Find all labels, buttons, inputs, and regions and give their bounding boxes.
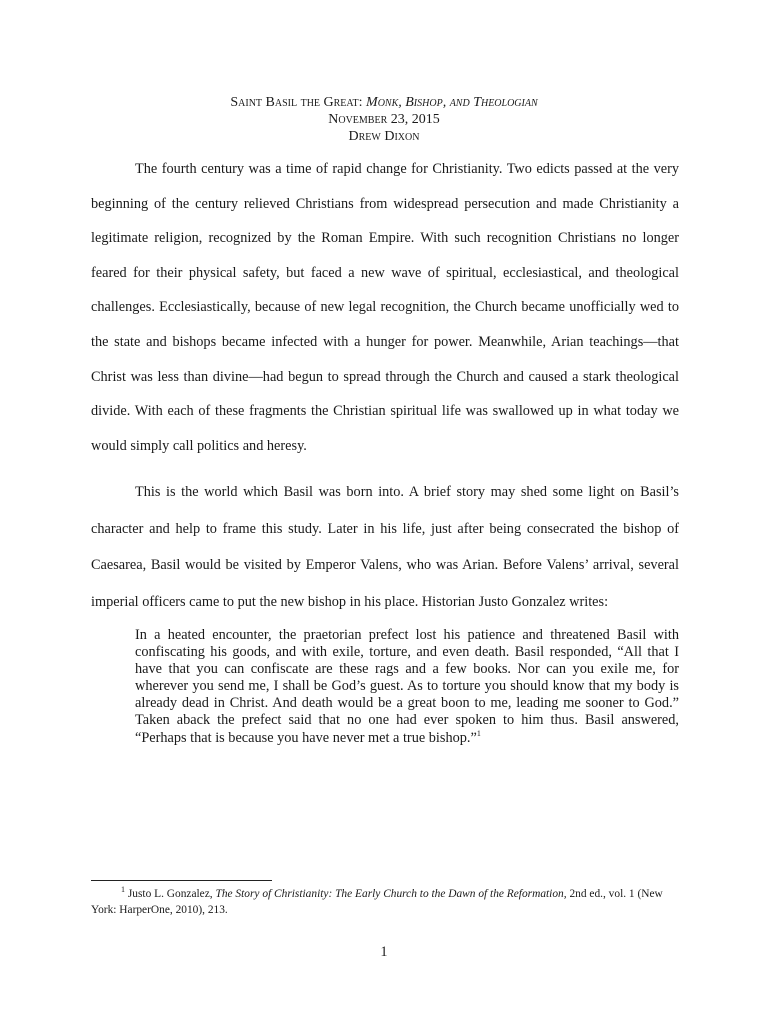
page-number: 1 xyxy=(380,944,388,960)
document-author: Drew Dixon xyxy=(348,129,420,144)
body-paragraph-2: This is the world which Basil was born into. A brief story may shed some light on Basil’s character and help to frame this study. Later in his life, just after being consecrated the bishop of Caesarea, Basil would be visited by Emperor Valens, who was Arian. Before Valens’ arrival, several imperial officers came to put the new bishop in his place. Historian Justo Gonzalez writes: xyxy=(91,484,679,610)
footnote-author: Justo L. Gonzalez, xyxy=(127,888,213,900)
block-quote xyxy=(135,627,679,747)
footnote-number: 1 xyxy=(121,885,125,895)
document-date: November 23, 2015 xyxy=(328,112,440,127)
body-paragraph-1: The fourth century was a time of rapid change for Christianity. Two edicts passed at the very beginning of the century relieved Christians from widespread persecution and made Christianity a legitimate religion, recognized by the Roman Empire. With such recognition Christians no longer feared for their physical safety, but faced a new wave of spiritual, ecclesiastical, and theological challenges. Ecclesiastically, because of new legal recognition, the Church became unofficially wed to the state and bishops became infected with a hunger for power. Meanwhile, Arian teachings—that Christ was less than divine—had begun to spread through the Church and caused a stark theological divide. With each of these fragments the Christian spiritual life was swallowed up in what today we would simply call politics and heresy. xyxy=(91,161,679,454)
footnote-reference: 1 xyxy=(476,728,481,738)
footnote-book-title: The Story of Christianity: The Early Church to the Dawn of the Reformation, xyxy=(215,888,567,900)
footnote-divider xyxy=(91,880,272,881)
title-main: Saint Basil the Great: xyxy=(230,95,363,110)
title-subtitle: Monk, Bishop, and Theologian xyxy=(366,95,538,110)
block-quote-text: In a heated encounter, the praetorian prefect lost his patience and threatened Basil with confiscating his goods, and with exile, torture, and even death. Basil responded, “All that I have that you can confiscate are these rags and a few books. Nor can you exile me, for wherever you send me, I shall be God’s guest. As to torture you should know that my body is already dead in Christ. And death would be a great boon to me, leading me sooner to God.” Taken aback the prefect said that no one had ever spoken to him thus. Basil answered, “Perhaps that is because you have never met a true bishop.” xyxy=(135,627,679,746)
document-heading xyxy=(0,94,768,145)
footnote-details: 2nd ed., vol. 1 (New York: HarperOne, 2010), 213. xyxy=(91,888,663,916)
document-title xyxy=(0,94,768,111)
footnote xyxy=(91,887,679,918)
